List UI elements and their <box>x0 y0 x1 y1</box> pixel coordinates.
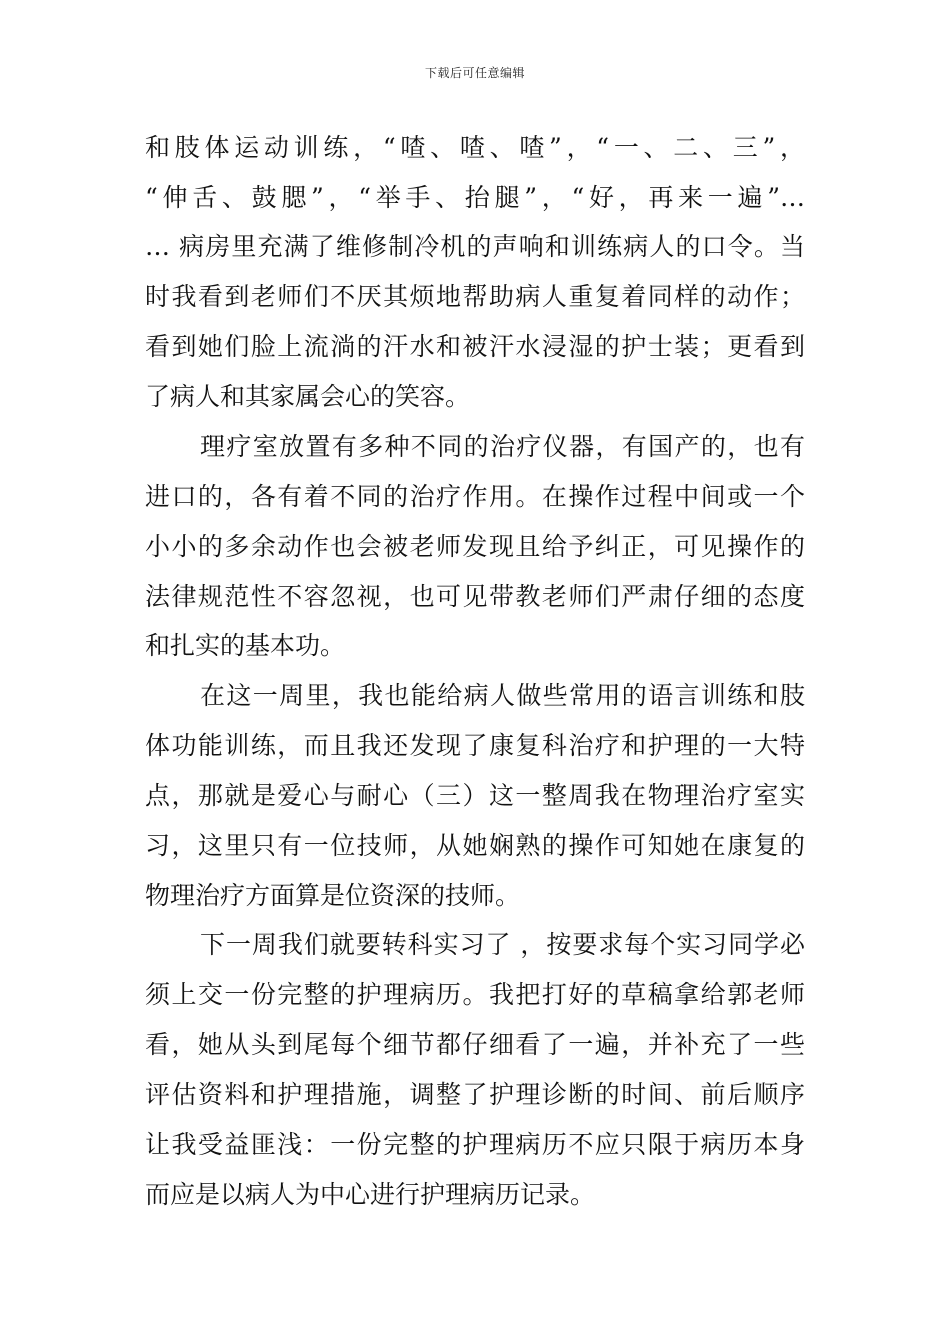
body-line: 进口的，各有着不同的治疗作用。在操作过程中间或一个 <box>145 482 805 511</box>
body-line: 点，那就是爱心与耐心（三）这一整周我在物理治疗室实 <box>145 781 805 810</box>
body-line: 小小的多余动作也会被老师发现且给予纠正，可见操作的 <box>145 532 805 561</box>
paragraph-first-line: 理疗室放置有多种不同的治疗仪器，有国产的，也有 <box>200 432 805 461</box>
body-line: 看，她从头到尾每个细节都仔细看了一遍，并补充了一些 <box>145 1030 805 1059</box>
body-line: 了病人和其家属会心的笑容。 <box>145 382 471 411</box>
header-note: 下载后可任意编辑 <box>424 66 525 80</box>
paragraph-first-line: 下一周我们就要转科实习了 ，按要求每个实习同学必 <box>200 930 805 959</box>
body-line: 体功能训练，而且我还发现了康复科治疗和护理的一大特 <box>145 731 805 760</box>
body-line: 时我看到老师们不厌其烦地帮助病人重复着同样的动作； <box>145 282 805 311</box>
body-line: 而应是以病人为中心进行护理病历记录。 <box>145 1180 596 1209</box>
paragraph-first-line: 在这一周里，我也能给病人做些常用的语言训练和肢 <box>200 681 805 710</box>
body-line: 评估资料和护理措施，调整了护理诊断的时间、前后顺序 <box>145 1080 805 1109</box>
body-line: 看到她们脸上流淌的汗水和被汗水浸湿的护士装；更看到 <box>145 332 805 361</box>
body-line: 物理治疗方面算是位资深的技师。 <box>145 881 521 910</box>
body-line: 须上交一份完整的护理病历。我把打好的草稿拿给郭老师 <box>145 980 805 1009</box>
body-line: 法律规范性不容忽视，也可见带教老师们严肃仔细的态度 <box>145 582 805 611</box>
body-line: “伸舌、鼓腮”，“举手、抬腿”，“好，再来一遍”… <box>145 183 805 212</box>
body-line: 习，这里只有一位技师，从她娴熟的操作可知她在康复的 <box>145 831 805 860</box>
body-line: … 病房里充满了维修制冷机的声响和训练病人的口令。当 <box>145 232 805 261</box>
body-line: 让我受益匪浅：一份完整的护理病历不应只限于病历本身 <box>145 1130 805 1159</box>
body-line: 和肢体运动训练，“喳、喳、喳”，“一、二、三”， <box>145 133 805 162</box>
body-line: 和扎实的基本功。 <box>145 631 346 660</box>
